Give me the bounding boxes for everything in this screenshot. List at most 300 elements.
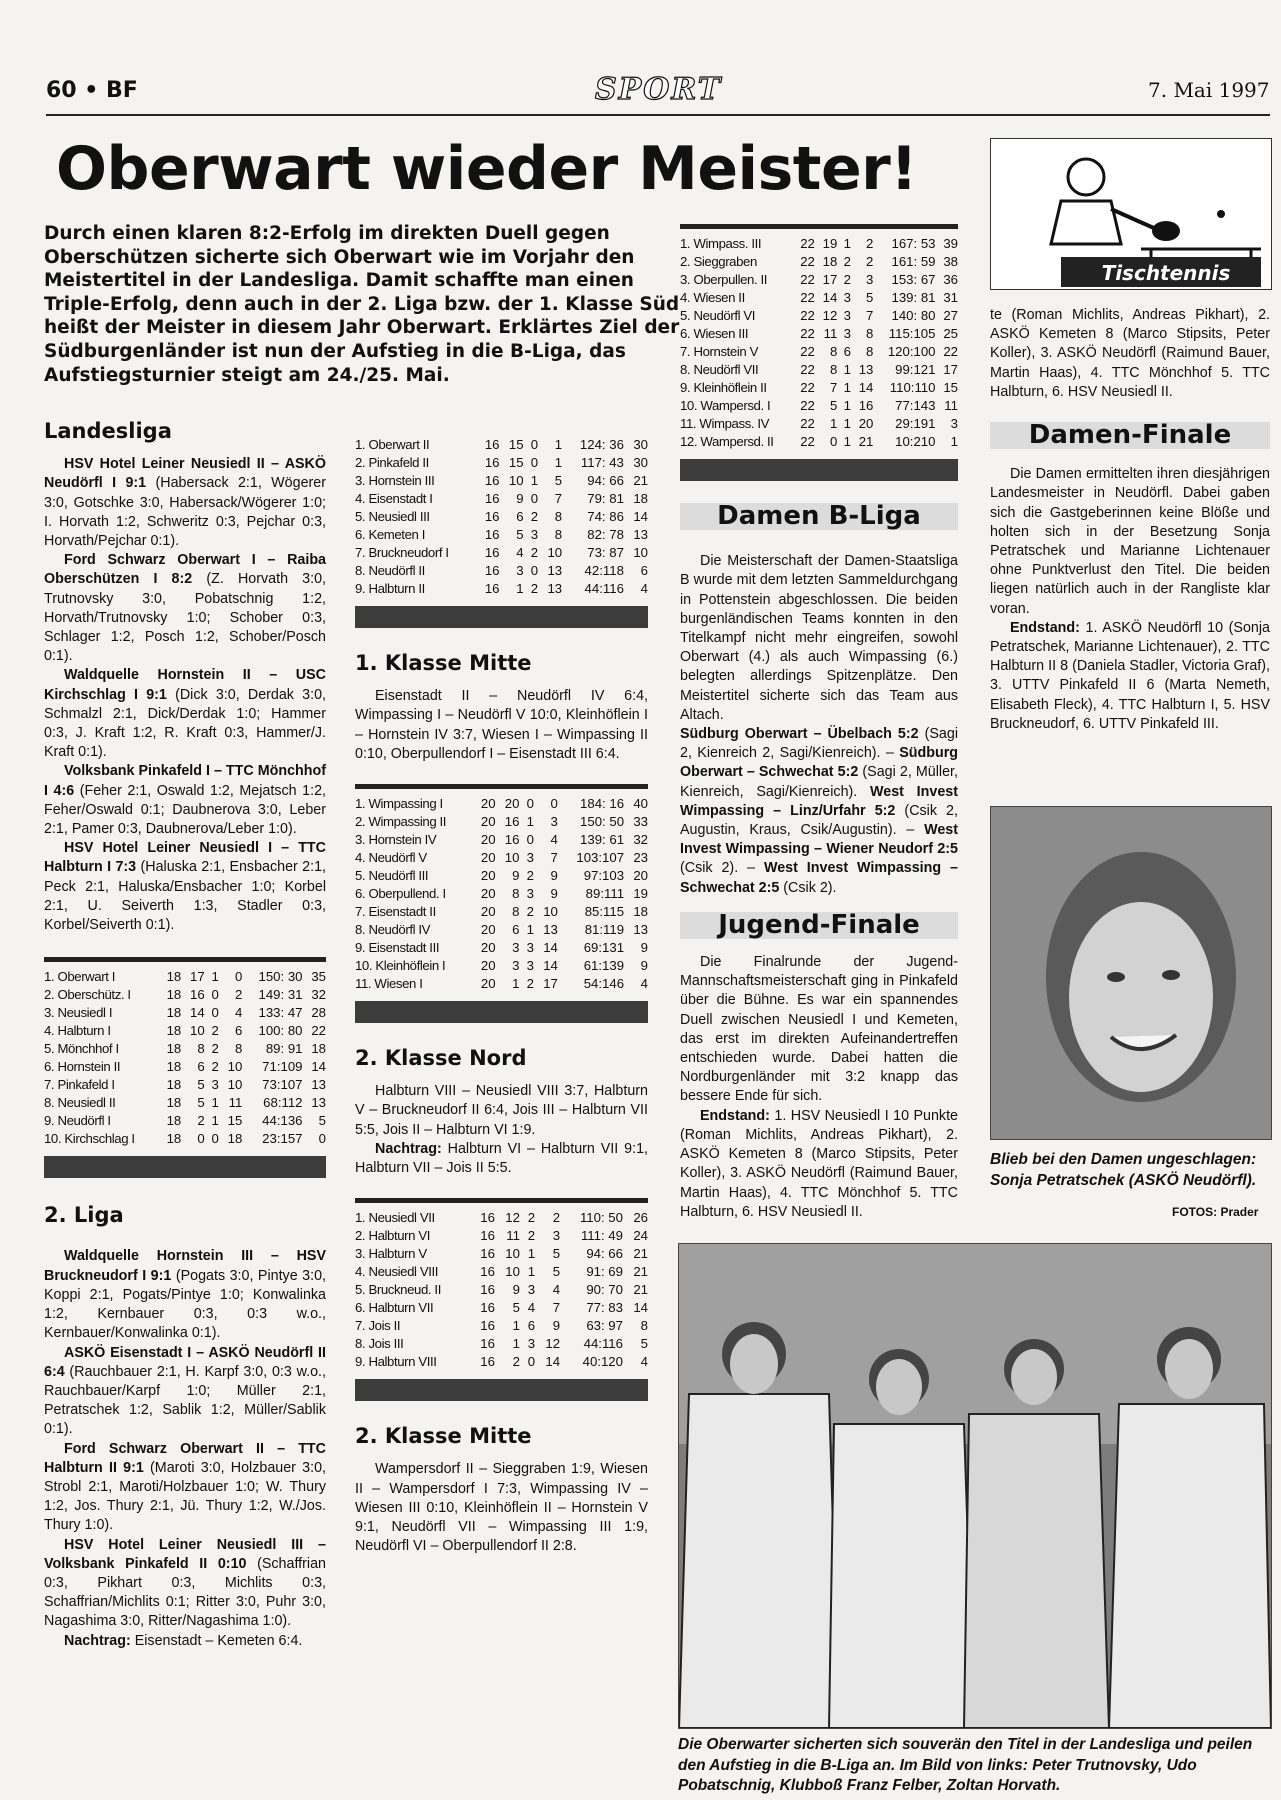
stat-cell: 16 [480, 1336, 495, 1352]
team-image [679, 1244, 1271, 1728]
stat-cell: 6 [843, 344, 851, 359]
stat-cell: 2 [843, 254, 851, 269]
team-cell: 3. Halbturn V [355, 1246, 427, 1262]
stat-cell: 20 [480, 814, 496, 830]
stat-cell: 0 [211, 1131, 219, 1147]
stat-cell: 7 [554, 491, 563, 506]
klasse2mitte-text: Wampersdorf II – Sieggraben 1:9, Wiesen II – Wampersdorf I 7:3, Wimpassing IV – Wiesen III 0:10, Kleinhöflein II – Hornstein V 9:1, Neudörfl VII – Wimpassing III 1:9, Neudörfl VI – Oberpullendorf II 2:8. [355, 1461, 648, 1555]
team-cell: 4. Halbturn I [44, 1023, 111, 1039]
stat-cell: 23 [633, 850, 648, 866]
table-rule [680, 224, 958, 229]
stat-cell: 22 [800, 326, 815, 341]
stat-cell: 3 [211, 1077, 219, 1093]
liga2-results [44, 1247, 326, 1650]
stat-cell: 63: 97 [586, 1318, 623, 1334]
team-cell: 5. Mönchhof I [44, 1041, 119, 1057]
stat-cell: 0 [526, 796, 534, 812]
team-cell: 5. Neudörfl III [355, 868, 429, 884]
damenbliga-text: Die Meisterschaft der Damen-Staatsliga B wurde mit dem letzten Sammeldurchgang in Pottenstein abgeschlossen. Die beiden burgenländischen Teams konnten in den Titelkampf nicht mehr eingreifen, sowohl Oberwart (4.) als auch Wimpassing (6.) belegten allerdings Spitzenplätze. Den Meistertitel sicherte sich das Team aus Altach. [680, 553, 958, 723]
stat-cell: 14 [858, 380, 874, 395]
column-1 [44, 419, 327, 1651]
match-detail: (Pogats 3:0, Pintye 3:0, Koppi 2:1, Pogats/Pintye 1:0; Konwalinka 1:2, Kernbauer 0:3, 0:3 w.o., Kernbauer/Konwalinka 0:1). [44, 1267, 326, 1342]
tischtennis-label: Tischtennis [1101, 261, 1231, 285]
stat-cell: 2 [527, 1210, 536, 1226]
stat-cell: 15 [227, 1113, 243, 1129]
header-rule [46, 114, 1270, 116]
match-detail: (Feher 2:1, Oswald 1:2, Mejatsch 1:2, Feher/Oswald 0:1; Daubnerova 3:0, Leber 2:1, Pamer 0:3, Daubnerova/Leber 1:0). [44, 782, 326, 838]
stat-cell: 16 [480, 1246, 495, 1262]
stat-cell: 8 [554, 509, 563, 524]
stat-cell: 20 [480, 940, 496, 956]
stat-cell: 2 [530, 509, 539, 524]
stat-cell: 9 [552, 1318, 561, 1334]
table-row [355, 831, 648, 849]
stat-cell: 20 [858, 416, 874, 431]
stat-cell: 91: 69 [586, 1264, 623, 1280]
team-cell: 9. Eisenstadt III [355, 940, 440, 956]
stat-cell: 16 [484, 437, 500, 452]
stat-cell: 22 [311, 1023, 326, 1039]
stat-cell: 2 [530, 545, 539, 560]
stat-cell: 2 [512, 1354, 520, 1370]
match-detail: (Dick 3:0, Derdak 3:0, Schmalzl 2:1, Dick/Derdak 1:0; Hammer 0:3, J. Kraft 1:2, R. Kraft 0:3, Hammer/J. Kraft 0:1). [44, 686, 326, 761]
stat-cell: 30 [633, 455, 648, 470]
stat-cell: 21 [633, 1264, 648, 1280]
stat-cell: 149: 31 [258, 987, 303, 1003]
stat-cell: 10 [505, 1246, 520, 1262]
team-cell: 1. Neusiedl VII [355, 1210, 435, 1226]
landesliga-results [44, 455, 326, 935]
stat-cell: 82: 78 [587, 527, 624, 542]
table-row [355, 490, 648, 508]
table-row [355, 1317, 648, 1335]
match-head: HSV Hotel Leiner Neusiedl III – Volksbank Pinkafeld II 0:10 [44, 1536, 326, 1572]
stat-cell: 10 [504, 850, 520, 866]
stat-cell: 14 [543, 958, 558, 974]
column-2 [355, 436, 648, 1556]
stat-cell: 1 [512, 1318, 520, 1334]
stat-cell: 16 [480, 1318, 495, 1334]
team-cell: 4. Wiesen II [680, 290, 745, 305]
team-cell: 2. Sieggraben [680, 254, 757, 269]
stat-cell: 20 [480, 958, 496, 974]
match-head: Waldquelle Hornstein III – HSV Bruckneudorf I 9:1 [44, 1248, 326, 1284]
stat-cell: 20 [480, 886, 496, 902]
stat-cell: 18 [166, 969, 182, 985]
stat-cell: 1 [843, 398, 851, 413]
stat-cell: 8 [554, 527, 563, 542]
table-row [355, 454, 648, 472]
stat-cell: 4 [234, 1005, 243, 1021]
match-detail: (Rauchbauer 2:1, H. Karpf 3:0, 0:3 w.o., Rauchbauer/Karpf 1:0; Müller 2:1, Petratschek 1:2, Sablik 1:2, Müller/Sablik 0:1). [44, 1363, 326, 1438]
stat-cell: 19 [633, 886, 648, 902]
stat-cell: 10 [505, 1264, 520, 1280]
team-cell: 8. Neudörfl IV [355, 922, 431, 938]
stat-cell: 0 [318, 1131, 326, 1147]
team-cell: 7. Hornstein V [680, 344, 758, 359]
team-cell: 6. Hornstein II [44, 1059, 121, 1075]
table-row [680, 343, 958, 361]
match-detail: (Csik 2, Augustin, Kraus, Csik/Augustin). – [680, 802, 958, 839]
stat-cell: 5 [552, 1264, 561, 1280]
stat-cell: 2 [526, 868, 534, 884]
table-row [680, 235, 958, 253]
match-head: West Invest Wimpassing – Linz/Urfahr 5:2 [680, 783, 958, 819]
stat-cell: 1 [527, 1246, 536, 1262]
endstand-label: Endstand: [1010, 619, 1080, 636]
section-bar [44, 1156, 326, 1178]
table-row [355, 795, 648, 813]
stat-cell: 5 [829, 398, 838, 413]
stat-cell: 120:100 [887, 344, 936, 359]
table-row [355, 921, 648, 939]
team-cell: 5. Neusiedl III [355, 509, 430, 524]
stat-cell: 3 [950, 416, 958, 431]
table-row [355, 813, 648, 831]
team-cell: 10. Wampersd. I [680, 398, 771, 413]
klasse2nord-heading: 2. Klasse Nord [355, 1046, 527, 1071]
stat-cell: 10 [547, 545, 563, 560]
stat-cell: 15 [943, 380, 958, 395]
team-cell: 4. Neudörfl V [355, 850, 427, 866]
stat-cell: 1 [829, 416, 838, 431]
stat-cell: 54:146 [583, 976, 625, 992]
stat-cell: 133: 47 [258, 1005, 303, 1021]
stat-cell: 9 [640, 958, 648, 974]
stat-cell: 2 [526, 976, 534, 992]
stat-cell: 1 [554, 437, 563, 452]
stat-cell: 6 [516, 509, 524, 524]
stat-cell: 1 [843, 416, 851, 431]
jugend-endstand: 1. HSV Neusiedl I 10 Punkte (Roman Michlits, Andreas Pikhart), 2. ASKÖ Kemeten 8 (Marco Stipsits, Peter Koller), 3. ASKÖ Neudörfl (Raimund Bauer, Martin Haas), 4. TTC Mönchhof 5. TTC Halbturn, 6. HSV Neusiedl II. [680, 1107, 958, 1220]
page-number: 60 • BF [46, 78, 138, 103]
table-row [355, 903, 648, 921]
stat-cell: 30 [633, 437, 648, 452]
stat-cell: 22 [800, 290, 815, 305]
table-row [355, 1263, 648, 1281]
team-cell: 6. Halbturn VII [355, 1300, 434, 1316]
stat-cell: 44:136 [262, 1113, 303, 1129]
team-cell: 2. Oberschütz. I [44, 987, 131, 1003]
stat-cell: 14 [822, 290, 838, 305]
stat-cell: 27 [943, 308, 958, 323]
stat-cell: 29:191 [895, 416, 936, 431]
klasse1mitte-heading: 1. Klasse Mitte [355, 651, 532, 675]
stat-cell: 5 [197, 1077, 205, 1093]
stat-cell: 2 [527, 1228, 536, 1244]
table-row [44, 968, 326, 986]
match-result [44, 551, 326, 666]
section-bar [355, 1001, 648, 1023]
team-cell: 6. Oberpullend. I [355, 886, 446, 902]
stat-cell: 44:116 [583, 1336, 623, 1352]
table-row [680, 415, 958, 433]
stat-cell: 124: 36 [579, 437, 624, 452]
stat-cell: 0 [211, 987, 219, 1003]
stat-cell: 28 [311, 1005, 326, 1021]
match-detail: (Habersack 2:1, Wögerer 3:0, Gotschke 3:0, Habersack/Wögerer 1:0; I. Horvath 1:2, Schweritz 0:3, Pejchar 0:3, Horvath/Pejchar 0:1). [44, 475, 326, 550]
match-detail: (Schaffrian 0:3, Pikhart 0:3, Michlits 0:3, Schaffrian/Michlits 0:1; Ritter 3:0, Puhr 3:0, Nagashima 3:0, Ritter/Nagashima 1:0). [44, 1555, 326, 1630]
stat-cell: 3 [526, 850, 534, 866]
stat-cell: 17 [543, 976, 558, 992]
team-cell: 2. Halbturn VI [355, 1228, 431, 1244]
stat-cell: 0 [234, 969, 243, 985]
table-row [680, 325, 958, 343]
team-cell: 10. Kirchschlag I [44, 1131, 135, 1147]
section-bar [355, 606, 648, 628]
table-row [355, 436, 648, 454]
stat-cell: 20 [480, 922, 496, 938]
table-row [44, 1040, 326, 1058]
table-row [44, 986, 326, 1004]
match-result [44, 455, 326, 551]
stat-cell: 89:111 [585, 886, 625, 902]
stat-cell: 167: 53 [891, 236, 936, 251]
stat-cell: 18 [166, 1005, 182, 1021]
stat-cell: 42:118 [584, 563, 624, 578]
portrait-caption: Blieb bei den Damen ungeschlagen: Sonja Petratschek (ASKÖ Neudörfl). [990, 1151, 1257, 1189]
team-cell: 6. Wiesen III [680, 326, 749, 341]
stat-cell: 0 [527, 1354, 536, 1370]
stat-cell: 20 [504, 796, 520, 812]
stat-cell: 79: 81 [587, 491, 624, 506]
stat-cell: 8 [829, 362, 838, 377]
stat-cell: 94: 66 [586, 1246, 623, 1262]
landesliga-table [44, 968, 326, 1148]
stat-cell: 117: 43 [580, 455, 624, 470]
section-bar [680, 459, 958, 481]
headline: Oberwart wieder Meister! [56, 134, 918, 204]
stat-cell: 9 [550, 868, 558, 884]
table-row [680, 379, 958, 397]
stat-cell: 14 [633, 1300, 648, 1316]
table-row [355, 526, 648, 544]
stat-cell: 8 [640, 1318, 648, 1334]
portrait-photo [990, 806, 1272, 1140]
stat-cell: 2 [211, 1041, 219, 1057]
stat-cell: 8 [512, 886, 520, 902]
damenfinale-heading: Damen-Finale [990, 422, 1270, 449]
team-cell: 12. Wampersd. II [680, 434, 774, 449]
stat-cell: 1 [843, 434, 851, 449]
stat-cell: 32 [633, 832, 648, 848]
table-row [355, 1209, 648, 1227]
stat-cell: 3 [527, 1282, 536, 1298]
stat-cell: 21 [633, 1246, 648, 1262]
stat-cell: 110: 50 [579, 1210, 623, 1226]
stat-cell: 10 [508, 473, 524, 488]
stat-cell: 3 [866, 272, 874, 287]
stat-cell: 8 [866, 344, 874, 359]
lead-paragraph: Durch einen klaren 8:2-Erfolg im direkten Duell gegen Oberschützen sicherte sich Oberwart wie im Vorjahr den Meistertitel in der Landesliga. Damit schaffte man einen Triple-Erfolg, denn auch in der 2. Liga bzw. der 1. Klasse Süd heißt der Meister in diesem Jahr Oberwart. Erklärtes Ziel der Südburgenländer ist nun der Aufstieg in die B-Liga, das Aufstiegsturnier steigt am 24./25. Mai. [44, 223, 680, 386]
table-row [355, 1299, 648, 1317]
stat-cell: 5 [554, 473, 563, 488]
jugend-text: Die Finalrunde der Jugend-Mannschaftsmeisterschaft ging in Pinkafeld über die Bühne. Es war ein spannendes Duell zwischen Neusiedl I und Kemeten, das erst im direkten Aufeinandertreffen entschieden wurde. Dabei hatten die Nordburgenländer mit 3:2 knapp das bessere Ende für sich. [680, 954, 958, 1105]
stat-cell: 22 [800, 272, 815, 287]
stat-cell: 17 [189, 969, 205, 985]
stat-cell: 16 [504, 832, 520, 848]
stat-cell: 3 [526, 958, 534, 974]
stat-cell: 22 [800, 416, 815, 431]
match-head: Ford Schwarz Oberwart I – Raiba Oberschützen I 8:2 [44, 552, 326, 588]
match-head: Ford Schwarz Oberwart II – TTC Halbturn II 9:1 [44, 1440, 326, 1476]
team-caption: Die Oberwarter sicherten sich souverän den Titel in der Landesliga und peilen den Aufstieg in die B-Liga an. Im Bild von links: Peter Trutnovsky, Udo Pobatschnig, Klubboß Franz Felber, Zoltan Horvath. [678, 1736, 1253, 1794]
stat-cell: 1 [843, 362, 851, 377]
stat-cell: 61:139 [583, 958, 625, 974]
stat-cell: 5 [866, 290, 874, 305]
stat-cell: 1 [843, 236, 851, 251]
stat-cell: 25 [943, 326, 958, 341]
table-row [355, 1353, 648, 1371]
stat-cell: 153: 67 [891, 272, 936, 287]
stat-cell: 20 [480, 832, 496, 848]
stat-cell: 16 [480, 1228, 495, 1244]
stat-cell: 1 [527, 1264, 536, 1280]
match-detail: Eisenstadt – Kemeten 6:4. [130, 1632, 303, 1649]
table-row [44, 1094, 326, 1112]
stat-cell: 14 [189, 1005, 205, 1021]
table-row [680, 361, 958, 379]
stat-cell: 7 [552, 1300, 561, 1316]
stat-cell: 20 [480, 976, 496, 992]
team-cell: 4. Eisenstadt I [355, 491, 433, 506]
table-row [355, 562, 648, 580]
table-row [355, 975, 648, 993]
stat-cell: 150: 30 [258, 969, 303, 985]
match-result [44, 839, 326, 935]
match-head: West Invest Wimpassing – Wiener Neudorf 2:5 [680, 822, 958, 858]
stat-cell: 18 [166, 1077, 182, 1093]
stat-cell: 0 [550, 796, 558, 812]
team-cell: 3. Hornstein III [355, 473, 435, 488]
stat-cell: 31 [943, 290, 958, 305]
stat-cell: 22 [943, 344, 958, 359]
stat-cell: 97:103 [583, 868, 625, 884]
stat-cell: 39 [943, 236, 958, 251]
table-row [355, 957, 648, 975]
stat-cell: 115:105 [888, 326, 936, 341]
stat-cell: 140: 80 [891, 308, 936, 323]
team-cell: 8. Neusiedl II [44, 1095, 116, 1111]
team-cell: 3. Hornstein IV [355, 832, 437, 848]
team-cell: 8. Neudörfl II [355, 563, 425, 578]
stat-cell: 0 [530, 437, 539, 452]
stat-cell: 16 [480, 1264, 495, 1280]
team-cell: 9. Halbturn II [355, 581, 425, 596]
team-cell: 9. Kleinhöflein II [680, 380, 767, 395]
stat-cell: 3 [526, 886, 534, 902]
stat-cell: 9 [516, 491, 524, 506]
stat-cell: 16 [484, 527, 500, 542]
match-detail: (Csik 2). [779, 879, 837, 896]
damenfinale-endstand: 1. ASKÖ Neudörfl 10 (Sonja Petratschek, Marianne Lichtenauer), 2. TTC Halbturn II 8 (Daniela Stadler, Victoria Graf), 3. UTTV Pinkafeld II 6 (Marta Nemeth, Elisabeth Fleck), 4. TTC Halbturn I, 5. HSV Bruckneudorf, 6. UTTV Pinkafeld III. [990, 619, 1270, 732]
klasse2mitte-heading: 2. Klasse Mitte [355, 1424, 532, 1449]
stat-cell: 0 [526, 832, 534, 848]
team-cell: 2. Pinkafeld II [355, 455, 429, 470]
tischtennis-logo [990, 138, 1272, 290]
team-cell: 11. Wimpass. IV [680, 416, 770, 431]
table-row [355, 1281, 648, 1299]
stat-cell: 2 [234, 987, 243, 1003]
table-rule [355, 784, 648, 789]
stat-cell: 18 [166, 1023, 182, 1039]
stat-cell: 20 [480, 904, 496, 920]
stat-cell: 20 [480, 868, 496, 884]
stat-cell: 69:131 [583, 940, 625, 956]
stat-cell: 11 [944, 398, 958, 413]
team-cell: 1. Oberwart I [44, 969, 116, 985]
damenbliga-heading: Damen B-Liga [680, 503, 958, 530]
stat-cell: 4 [640, 581, 648, 596]
stat-cell: 21 [858, 434, 874, 449]
stat-cell: 13 [858, 362, 874, 377]
match-head: Nachtrag: [64, 1632, 131, 1649]
stat-cell: 3 [527, 1336, 536, 1352]
stat-cell: 74: 86 [587, 509, 624, 524]
table-row [680, 397, 958, 415]
stat-cell: 40:120 [582, 1354, 623, 1370]
stat-cell: 1 [512, 976, 520, 992]
stat-cell: 161: 59 [891, 254, 936, 269]
landesliga-heading: Landesliga [44, 419, 172, 443]
stat-cell: 5 [318, 1113, 326, 1129]
stat-cell: 16 [480, 1300, 495, 1316]
stat-cell: 10 [227, 1077, 243, 1093]
stat-cell: 139: 81 [891, 290, 936, 305]
stat-cell: 110:110 [889, 380, 936, 395]
stat-cell: 16 [858, 398, 874, 413]
stat-cell: 1 [512, 1336, 520, 1352]
stat-cell: 10 [543, 904, 558, 920]
stat-cell: 1 [843, 380, 851, 395]
stat-cell: 111: 49 [580, 1228, 623, 1244]
match-result [44, 666, 326, 762]
stat-cell: 150: 50 [580, 814, 625, 830]
match-head: Waldquelle Hornstein II – USC Kirchschlag I 9:1 [44, 667, 326, 703]
stat-cell: 1 [950, 434, 958, 449]
stat-cell: 6 [234, 1023, 243, 1039]
stat-cell: 8 [512, 904, 520, 920]
table-row [44, 1112, 326, 1130]
endstand-label: Endstand: [700, 1107, 770, 1124]
stat-cell: 16 [484, 491, 500, 506]
stat-cell: 12 [822, 308, 838, 323]
stat-cell: 20 [480, 796, 496, 812]
team-cell: 7. Pinkafeld I [44, 1077, 115, 1093]
table-row [680, 289, 958, 307]
stat-cell: 13 [547, 581, 563, 596]
stat-cell: 20 [480, 850, 496, 866]
stat-cell: 10 [227, 1059, 243, 1075]
stat-cell: 99:121 [895, 362, 936, 377]
stat-cell: 2 [211, 1059, 219, 1075]
table-row [680, 253, 958, 271]
match-head: West Invest Wimpassing – Schwechat 2:5 [680, 860, 958, 896]
stat-cell: 13 [311, 1095, 326, 1111]
stat-cell: 3 [512, 958, 520, 974]
stat-cell: 10 [633, 545, 648, 560]
match-result [44, 1247, 326, 1343]
stat-cell: 90: 70 [586, 1282, 623, 1298]
stat-cell: 26 [633, 1210, 648, 1226]
stat-cell: 184: 16 [580, 796, 625, 812]
table-rule [44, 957, 326, 962]
stat-cell: 16 [480, 1354, 495, 1370]
jugend-endstand-cont: te (Roman Michlits, Andreas Pikhart), 2. ASKÖ Kemeten 8 (Marco Stipsits, Peter Koller), 3. ASKÖ Neudörfl (Raimund Bauer, Martin Haas), 4. TTC Mönchhof 5. TTC Halbturn, 6. HSV Neusiedl II. [990, 307, 1270, 400]
stat-cell: 12 [545, 1336, 561, 1352]
stat-cell: 16 [189, 987, 205, 1003]
stat-cell: 2 [866, 236, 874, 251]
